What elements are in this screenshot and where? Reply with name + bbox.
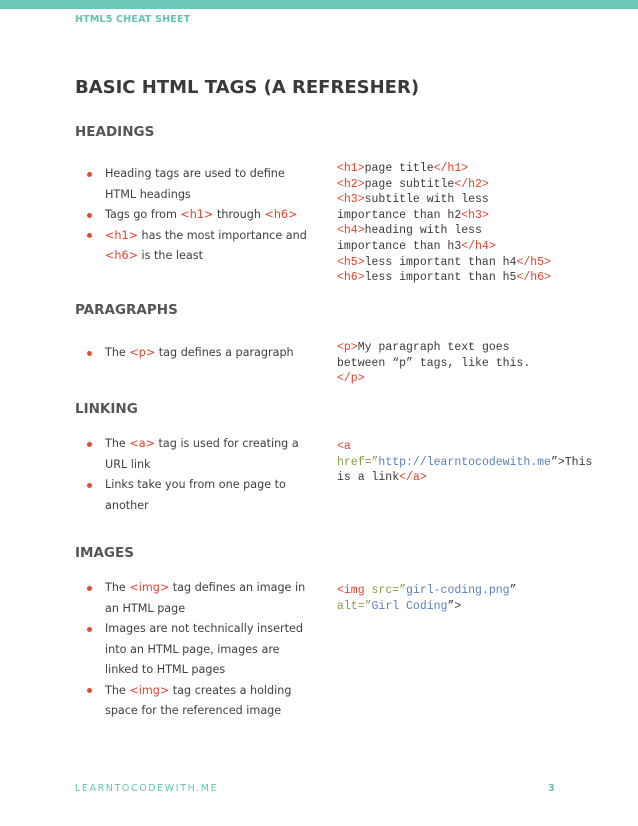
images-code-sample: <img src=”girl-coding.png” alt=”Girl Coding”> <box>337 584 517 613</box>
page-title: BASIC HTML TAGS (A REFRESHER) <box>75 77 420 98</box>
list-item: The <a> tag is used for creating a URL link <box>86 434 311 475</box>
linking-code-sample: <a href=”http://learntocodewith.me”>This is a link</a> <box>337 440 593 485</box>
footer-site: LEARNTOCODEWITH.ME <box>75 783 219 794</box>
top-accent-bar <box>0 0 638 9</box>
list-item: Tags go from <h1> through <h6> <box>86 205 311 226</box>
images-bullet-list <box>86 578 311 722</box>
section-title-headings: HEADINGS <box>75 124 155 140</box>
section-title-images: IMAGES <box>75 545 134 561</box>
list-item: The <img> tag creates a holding space for the referenced image <box>86 681 311 722</box>
list-item: Images are not technically inserted into an HTML page, images are linked to HTML pages <box>86 619 311 681</box>
headings-bullet-list <box>86 164 311 267</box>
linking-bullet-list <box>86 434 311 516</box>
list-item: Links take you from one page to another <box>86 475 311 516</box>
list-item: The <p> tag defines a paragraph <box>86 343 311 364</box>
headings-code-sample: <h1>page title</h1> <h2>page subtitle</h2> <h3>subtitle with less importance than h2<h3> <h4>heading with less importance than h3</h4> <h5>less important than h4</h5> <h6>less important than h5</h6> <box>337 162 551 285</box>
page-number: 3 <box>548 783 555 794</box>
section-title-linking: LINKING <box>75 401 138 417</box>
paragraphs-bullet-list <box>86 343 311 364</box>
list-item: Heading tags are used to define HTML headings <box>86 164 311 205</box>
paragraphs-code-sample: <p>My paragraph text goes between “p” tags, like this. </p> <box>337 341 531 386</box>
section-title-paragraphs: PARAGRAPHS <box>75 302 178 318</box>
list-item: The <img> tag defines an image in an HTML page <box>86 578 311 619</box>
list-item: <h1> has the most importance and <h6> is the least <box>86 226 311 267</box>
header-label: HTML5 CHEAT SHEET <box>75 14 191 25</box>
